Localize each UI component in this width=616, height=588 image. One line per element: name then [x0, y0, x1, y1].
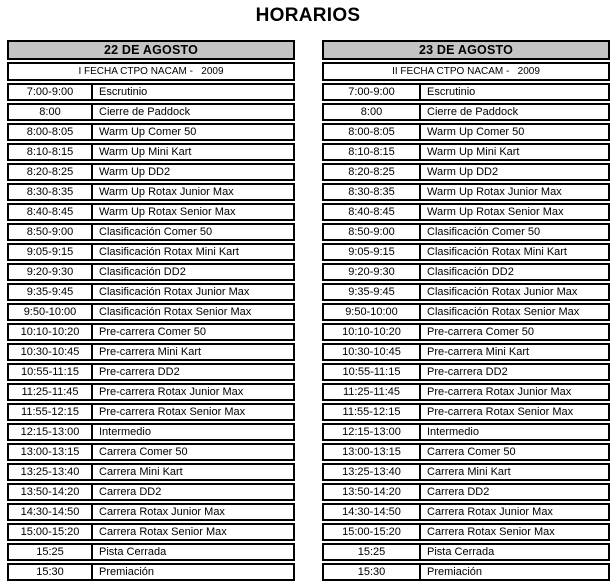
- event-cell: Clasificación Rotax Senior Max: [99, 306, 252, 318]
- time-cell: 11:25-11:45: [9, 385, 93, 399]
- schedule-row: [322, 163, 610, 181]
- event-cell: Carrera DD2: [427, 486, 490, 498]
- time-cell: 13:00-13:15: [9, 445, 93, 459]
- event-cell: Intermedio: [99, 426, 151, 438]
- time-cell: 7:00-9:00: [9, 85, 93, 99]
- event-cell: Escrutinio: [427, 86, 476, 98]
- time-cell: 8:00: [324, 105, 421, 119]
- time-cell: 7:00-9:00: [324, 85, 421, 99]
- event-cell: Clasificación DD2: [99, 266, 186, 278]
- schedule-row: [322, 363, 610, 381]
- time-cell: 12:15-13:00: [9, 425, 93, 439]
- event-cell: Warm Up Mini Kart: [427, 146, 520, 158]
- event-cell: Pre-carrera DD2: [427, 366, 508, 378]
- schedule-row: [322, 323, 610, 341]
- time-cell: 8:00: [9, 105, 93, 119]
- schedule-row: [322, 303, 610, 321]
- time-cell: 15:30: [9, 565, 93, 579]
- schedule-row: [7, 283, 295, 301]
- event-cell: Warm Up Rotax Junior Max: [99, 186, 234, 198]
- schedule-row: [322, 523, 610, 541]
- time-cell: 10:55-11:15: [324, 365, 421, 379]
- schedule-row: [322, 123, 610, 141]
- event-cell: Premiación: [427, 566, 483, 578]
- schedule-row: [322, 483, 610, 501]
- schedule-table-23-agosto: [322, 40, 610, 583]
- schedule-row: [322, 83, 610, 101]
- schedule-row: [7, 523, 295, 541]
- event-cell: Premiación: [99, 566, 155, 578]
- schedule-row: [7, 123, 295, 141]
- event-cell: Clasificación Comer 50: [99, 226, 213, 238]
- schedule-row: [322, 223, 610, 241]
- event-cell: Clasificación Rotax Mini Kart: [99, 246, 239, 258]
- schedule-row: [7, 223, 295, 241]
- time-cell: 8:40-8:45: [9, 205, 93, 219]
- schedule-row: [7, 323, 295, 341]
- schedule-row: [7, 563, 295, 581]
- event-cell: Pre-carrera Rotax Senior Max: [427, 406, 574, 418]
- time-cell: 11:55-12:15: [324, 405, 421, 419]
- event-cell: Carrera Rotax Senior Max: [427, 526, 555, 538]
- time-cell: 15:25: [324, 545, 421, 559]
- event-cell: Carrera Mini Kart: [427, 466, 511, 478]
- schedule-row: [7, 103, 295, 121]
- schedule-row: [322, 343, 610, 361]
- schedule-row: [7, 183, 295, 201]
- time-cell: 13:00-13:15: [324, 445, 421, 459]
- event-cell: Pre-carrera DD2: [99, 366, 180, 378]
- event-cell: Carrera Comer 50: [99, 446, 188, 458]
- time-cell: 13:25-13:40: [9, 465, 93, 479]
- schedule-row: [322, 383, 610, 401]
- event-cell: Escrutinio: [99, 86, 148, 98]
- schedule-row: [322, 103, 610, 121]
- schedule-rows: [7, 83, 295, 581]
- event-cell: Pre-carrera Rotax Junior Max: [99, 386, 244, 398]
- schedule-row: [7, 243, 295, 261]
- time-cell: 10:10-10:20: [9, 325, 93, 339]
- schedule-row: [322, 563, 610, 581]
- time-cell: 14:30-14:50: [324, 505, 421, 519]
- time-cell: 9:50-10:00: [324, 305, 421, 319]
- time-cell: 9:35-9:45: [9, 285, 93, 299]
- schedule-row: [7, 443, 295, 461]
- event-cell: Clasificación Rotax Junior Max: [427, 286, 578, 298]
- event-cell: Intermedio: [427, 426, 479, 438]
- time-cell: 15:00-15:20: [9, 525, 93, 539]
- event-cell: Warm Up Rotax Senior Max: [427, 206, 564, 218]
- event-cell: Clasificación Rotax Junior Max: [99, 286, 250, 298]
- time-cell: 10:30-10:45: [9, 345, 93, 359]
- schedule-row: [7, 83, 295, 101]
- page-title: HORARIOS: [255, 5, 361, 26]
- schedule-row: [322, 403, 610, 421]
- schedule-row: [7, 423, 295, 441]
- time-cell: 15:25: [9, 545, 93, 559]
- schedule-row: [7, 303, 295, 321]
- schedule-row: [7, 343, 295, 361]
- time-cell: 8:30-8:35: [324, 185, 421, 199]
- time-cell: 11:25-11:45: [324, 385, 421, 399]
- time-cell: 8:20-8:25: [324, 165, 421, 179]
- time-cell: 8:10-8:15: [324, 145, 421, 159]
- date-header: 23 DE AGOSTO: [322, 40, 610, 60]
- event-cell: Carrera Rotax Junior Max: [99, 506, 225, 518]
- event-cell: Cierre de Paddock: [427, 106, 519, 118]
- time-cell: 15:30: [324, 565, 421, 579]
- schedule-row: [7, 543, 295, 561]
- schedule-row: [322, 203, 610, 221]
- schedule-row: [322, 443, 610, 461]
- schedule-row: [322, 183, 610, 201]
- time-cell: 13:25-13:40: [324, 465, 421, 479]
- time-cell: 14:30-14:50: [9, 505, 93, 519]
- schedule-table-22-agosto: [7, 40, 295, 583]
- event-cell: Pista Cerrada: [427, 546, 495, 558]
- date-header: 22 DE AGOSTO: [7, 40, 295, 60]
- event-cell: Warm Up DD2: [427, 166, 499, 178]
- event-cell: Pre-carrera Rotax Junior Max: [427, 386, 572, 398]
- schedule-row: [7, 483, 295, 501]
- schedule-row: [322, 503, 610, 521]
- time-cell: 11:55-12:15: [9, 405, 93, 419]
- time-cell: 10:10-10:20: [324, 325, 421, 339]
- schedule-row: [322, 423, 610, 441]
- event-cell: Clasificación Comer 50: [427, 226, 541, 238]
- schedule-row: [7, 163, 295, 181]
- schedule-row: [7, 403, 295, 421]
- time-cell: 8:00-8:05: [324, 125, 421, 139]
- schedule-row: [322, 263, 610, 281]
- event-subtitle: I FECHA CTPO NACAM - 2009: [7, 62, 295, 81]
- schedule-row: [322, 143, 610, 161]
- event-cell: Pre-carrera Mini Kart: [427, 346, 530, 358]
- schedule-row: [7, 503, 295, 521]
- schedule-rows: [322, 83, 610, 581]
- event-subtitle: II FECHA CTPO NACAM - 2009: [322, 62, 610, 81]
- event-cell: Clasificación Rotax Mini Kart: [427, 246, 567, 258]
- event-cell: Warm Up DD2: [99, 166, 171, 178]
- time-cell: 8:10-8:15: [9, 145, 93, 159]
- event-cell: Warm Up Rotax Senior Max: [99, 206, 236, 218]
- time-cell: 10:30-10:45: [324, 345, 421, 359]
- schedule-row: [322, 243, 610, 261]
- event-cell: Clasificación DD2: [427, 266, 514, 278]
- schedule-row: [7, 263, 295, 281]
- schedule-row: [7, 203, 295, 221]
- event-cell: Pre-carrera Mini Kart: [99, 346, 202, 358]
- time-cell: 8:50-9:00: [9, 225, 93, 239]
- time-cell: 9:50-10:00: [9, 305, 93, 319]
- event-cell: Carrera Mini Kart: [99, 466, 183, 478]
- time-cell: 9:20-9:30: [9, 265, 93, 279]
- time-cell: 10:55-11:15: [9, 365, 93, 379]
- event-cell: Pre-carrera Comer 50: [99, 326, 206, 338]
- time-cell: 8:50-9:00: [324, 225, 421, 239]
- time-cell: 9:20-9:30: [324, 265, 421, 279]
- event-cell: Cierre de Paddock: [99, 106, 191, 118]
- schedule-row: [322, 463, 610, 481]
- tables-container: [0, 40, 616, 583]
- time-cell: 8:20-8:25: [9, 165, 93, 179]
- time-cell: 13:50-14:20: [324, 485, 421, 499]
- time-cell: 15:00-15:20: [324, 525, 421, 539]
- time-cell: 8:00-8:05: [9, 125, 93, 139]
- event-cell: Pista Cerrada: [99, 546, 167, 558]
- event-cell: Carrera Comer 50: [427, 446, 516, 458]
- time-cell: 9:05-9:15: [9, 245, 93, 259]
- schedule-row: [7, 383, 295, 401]
- event-cell: Warm Up Comer 50: [99, 126, 197, 138]
- time-cell: 8:30-8:35: [9, 185, 93, 199]
- event-cell: Pre-carrera Rotax Senior Max: [99, 406, 246, 418]
- time-cell: 12:15-13:00: [324, 425, 421, 439]
- time-cell: 13:50-14:20: [9, 485, 93, 499]
- event-cell: Warm Up Mini Kart: [99, 146, 192, 158]
- time-cell: 9:05-9:15: [324, 245, 421, 259]
- schedule-row: [7, 363, 295, 381]
- event-cell: Warm Up Rotax Junior Max: [427, 186, 562, 198]
- time-cell: 9:35-9:45: [324, 285, 421, 299]
- event-cell: Pre-carrera Comer 50: [427, 326, 534, 338]
- event-cell: Carrera DD2: [99, 486, 162, 498]
- event-cell: Carrera Rotax Senior Max: [99, 526, 227, 538]
- horarios-page: [0, 5, 616, 583]
- schedule-row: [7, 143, 295, 161]
- schedule-row: [322, 283, 610, 301]
- event-cell: Clasificación Rotax Senior Max: [427, 306, 580, 318]
- time-cell: 8:40-8:45: [324, 205, 421, 219]
- event-cell: Carrera Rotax Junior Max: [427, 506, 553, 518]
- schedule-row: [322, 543, 610, 561]
- schedule-row: [7, 463, 295, 481]
- event-cell: Warm Up Comer 50: [427, 126, 525, 138]
